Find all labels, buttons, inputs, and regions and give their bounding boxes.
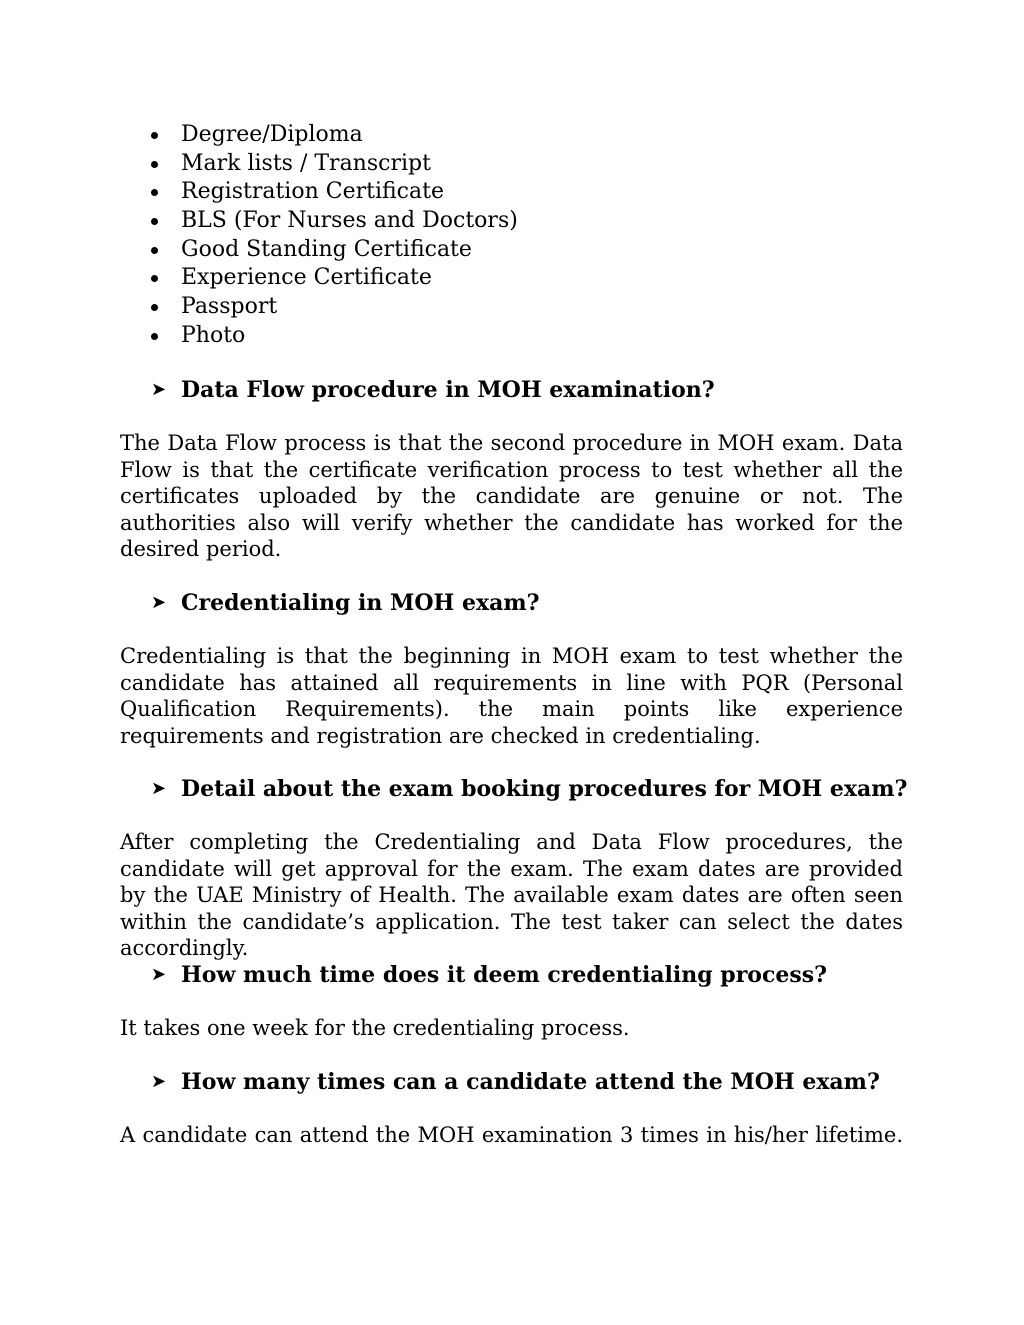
section-body-exam-booking: After completing the Credentialing and Data Flow procedures, the candidate will get approval for the exam. The exam dates are provided by the UAE Ministry of Health. The available exam dates are often seen within the candidate’s application. The test taker can select the dates accordingly. [120,830,903,960]
list-item [120,264,903,293]
list-item-label: Degree/Diploma [181,122,363,147]
bullet-icon [151,275,158,282]
bullet-icon [151,218,158,225]
section-heading-text: Detail about the exam booking procedures for MOH exam? [181,776,908,802]
list-item [120,293,903,322]
arrow-bullet-icon: ➤ [151,964,167,985]
arrow-bullet-icon: ➤ [151,592,167,613]
list-item-label: Photo [181,322,246,348]
section-heading-text: Credentialing in MOH exam? [181,590,540,616]
arrow-bullet-icon: ➤ [151,379,167,400]
arrow-bullet-icon: ➤ [151,1071,167,1092]
list-item-label: Good Standing Certificate [181,236,472,262]
list-item-label: Registration Certificate [181,179,444,205]
bullet-icon [151,132,158,139]
list-item [120,121,903,150]
section-body-credentialing-time: It takes one week for the credentialing process. [120,1016,630,1040]
bullet-icon [151,247,158,254]
section-heading-text: How much time does it deem credentialing process? [181,962,828,988]
section-heading-attempts [120,1067,903,1097]
bullet-icon [151,161,158,168]
bullet-icon [151,189,158,196]
section-heading-credentialing [120,588,903,618]
list-item-label: BLS (For Nurses and Doctors) [181,208,518,234]
list-item-label: Passport [181,294,278,320]
section-heading-credentialing-time [120,960,903,990]
section-body-attempts: A candidate can attend the MOH examination 3 times in his/her lifetime. [120,1123,903,1147]
list-item [120,236,903,265]
required-documents-list [120,121,903,351]
list-item [120,322,903,351]
bullet-icon [151,333,158,340]
list-item-label: Mark lists / Transcript [181,150,431,176]
section-body-data-flow: The Data Flow process is that the second procedure in MOH exam. Data Flow is that the certificate verification process to test whether all the certificates uploaded by the candidate are genuine or not. The authorities also will verify whether the candidate has worked for the desired period. [120,431,903,561]
section-body-credentialing: Credentialing is that the beginning in MOH exam to test whether the candidate has attained all requirements in line with PQR (Personal Qualification Requirements). the main points like experience requirements and registration are checked in credentialing. [120,644,903,748]
section-heading-exam-booking [120,774,908,804]
bullet-icon [151,304,158,311]
list-item [120,150,903,179]
arrow-bullet-icon: ➤ [151,778,167,799]
section-heading-data-flow [120,375,903,405]
list-item [120,207,903,236]
list-item-label: Experience Certificate [181,265,432,291]
section-heading-text: How many times can a candidate attend the MOH exam? [181,1069,880,1095]
section-heading-text: Data Flow procedure in MOH examination? [181,377,715,403]
list-item [120,178,903,207]
